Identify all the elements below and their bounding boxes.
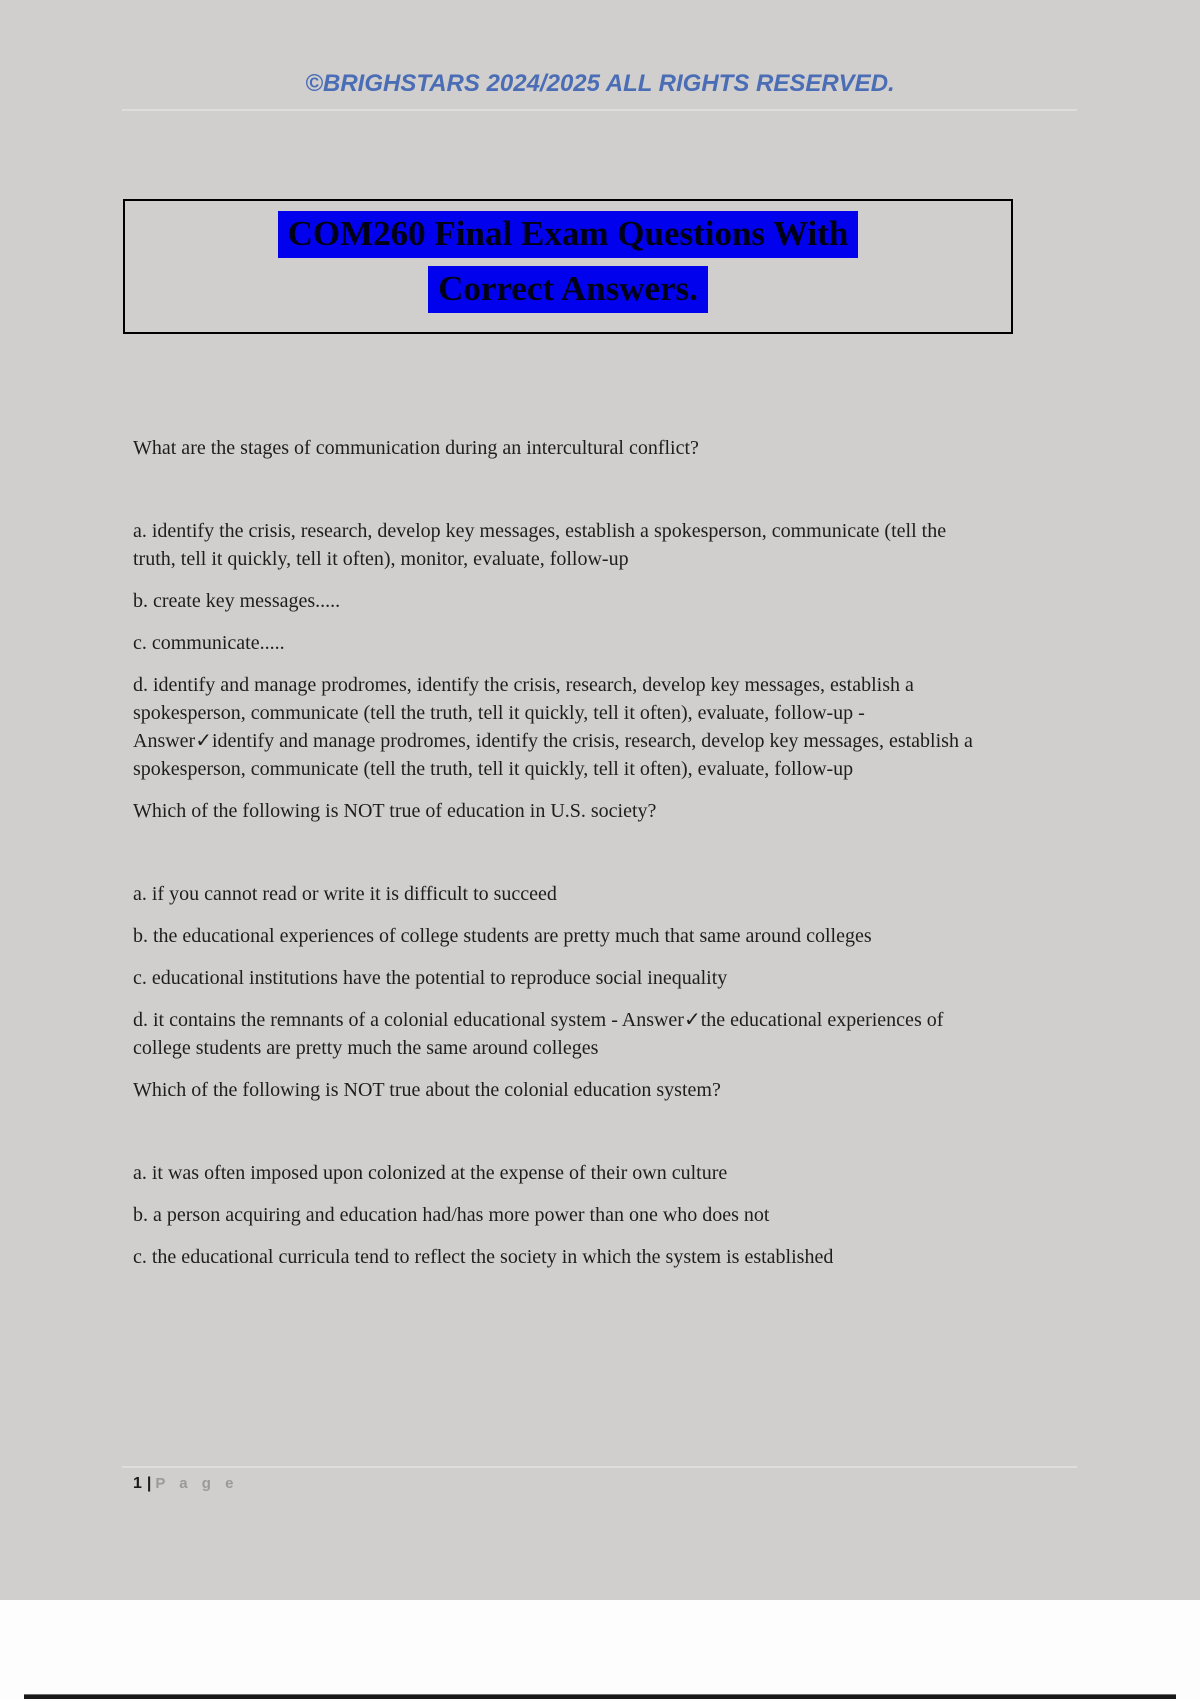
option-text: b. create key messages.....: [133, 590, 341, 612]
question-text: What are the stages of communication during an intercultural conflict?: [133, 437, 699, 459]
page-label: P a g e: [155, 1475, 239, 1492]
question-text: Which of the following is NOT true of education in U.S. society?: [133, 800, 657, 822]
page-footer: [0, 1466, 1200, 1493]
option-text: a. identify the crisis, research, develop key messages, establish a spokesperson, communicate (tell the truth, tell it quickly, tell it often), monitor, evaluate, follow-up: [133, 520, 947, 570]
header-divider: [122, 109, 1077, 111]
option-text: c. the educational curricula tend to reflect the society in which the system is established: [133, 1246, 834, 1268]
title-line-2-wrap: [125, 261, 1011, 316]
option-text: c. educational institutions have the potential to reproduce social inequality: [133, 967, 728, 989]
document-title-line2: Correct Answers.: [428, 266, 708, 313]
option-text: b. the educational experiences of college students are pretty much that same around colleges: [133, 925, 872, 947]
option-text: c. communicate.....: [133, 632, 285, 654]
title-line-1-wrap: [125, 206, 1011, 261]
page-gap-band: [0, 1600, 1200, 1700]
title-box: [123, 199, 1013, 334]
option-text: d. identify and manage prodromes, identify the crisis, research, develop key messages, establish a spokesperson, communicate (tell the truth, tell it quickly, tell it often), evaluate, follow-up - Answer✓identify and manage prodromes, identify the crisis, research, develop key messages, establish a spokesperson, communicate (tell the truth, tell it quickly, tell it often), evaluate, follow-up: [133, 674, 973, 780]
option-text: a. it was often imposed upon colonized at the expense of their own culture: [133, 1162, 728, 1184]
question-text: Which of the following is NOT true about the colonial education system?: [133, 1079, 721, 1101]
option-text: d. it contains the remnants of a colonial educational system - Answer✓the educational experiences of college students are pretty much the same around colleges: [133, 1009, 944, 1059]
footer-text: [133, 1475, 1200, 1493]
page-number: 1: [133, 1475, 142, 1492]
option-text: a. if you cannot read or write it is difficult to succeed: [133, 883, 557, 905]
bottom-bar: [24, 1694, 1176, 1699]
document-title-line1: COM260 Final Exam Questions With: [278, 211, 859, 258]
footer-divider: [122, 1466, 1077, 1468]
option-text: b. a person acquiring and education had/has more power than one who does not: [133, 1204, 770, 1226]
page-number-separator: |: [146, 1475, 152, 1492]
copyright-header: ©BRIGHSTARS 2024/2025 ALL RIGHTS RESERVED.: [305, 70, 895, 97]
exam-content: [133, 434, 993, 1271]
